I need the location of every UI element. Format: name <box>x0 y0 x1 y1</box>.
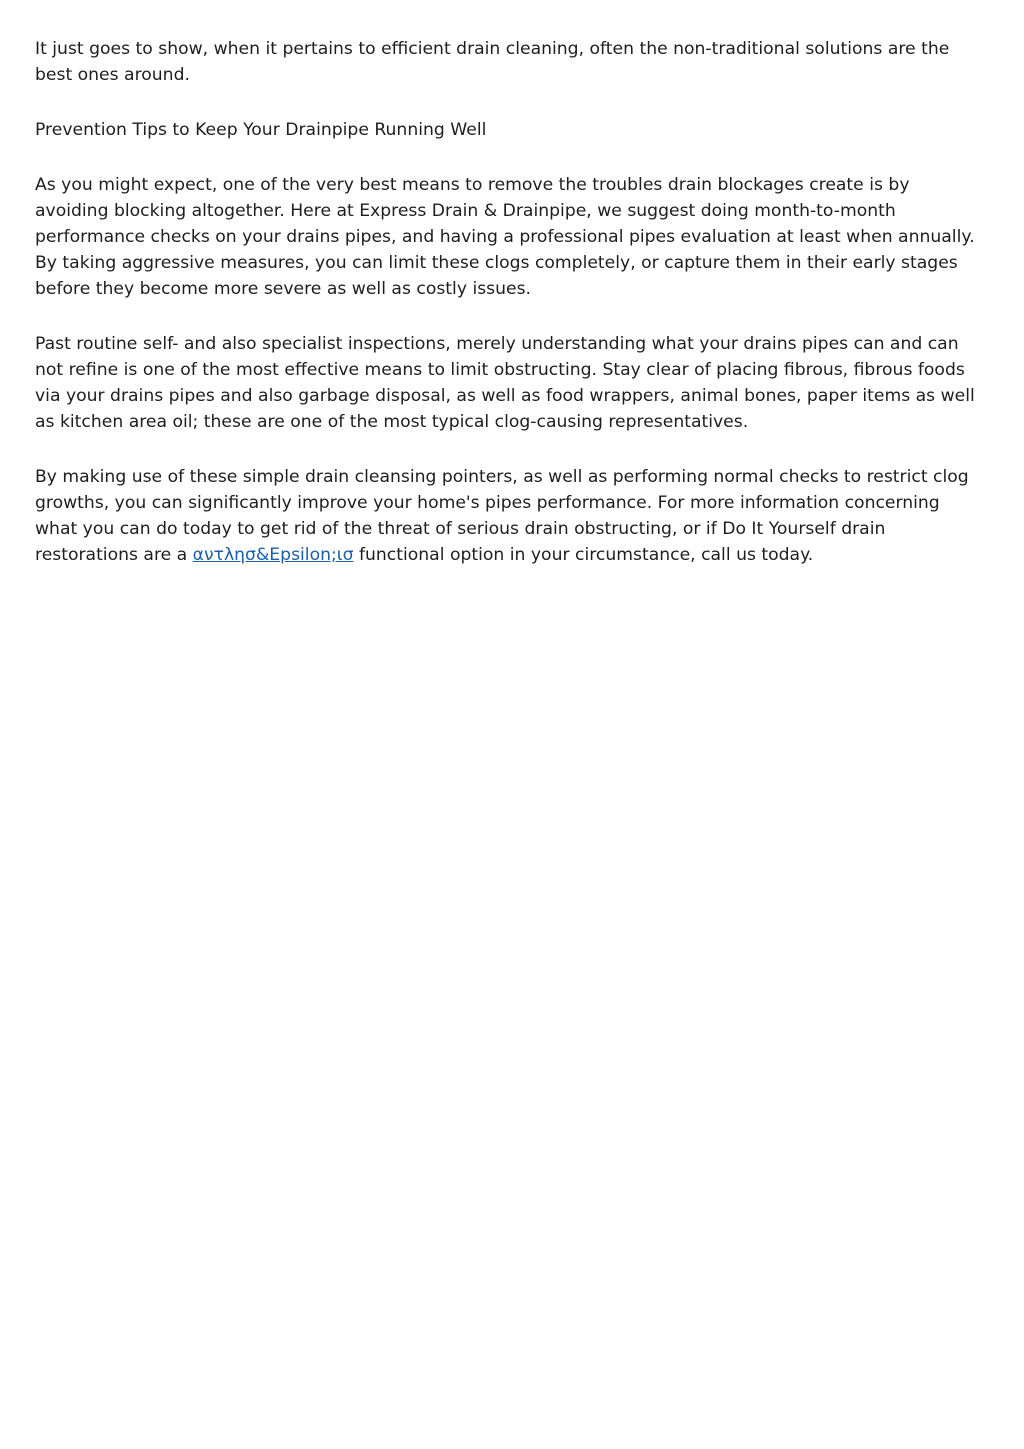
conclusion-text-after-link: functional option in your circumstance, call us today. <box>353 545 814 565</box>
paragraph-inspections: Past routine self- and also specialist inspections, merely understanding what your drains pipes can and can not refine is one of the most effective means to limit obstructing. Stay clear of placing fibrous, fibrous foods via your drains pipes and also garbage disposal, as well as food wrappers, animal bones, paper items as well as kitchen area oil; these are one of the most typical clog-causing representatives. <box>35 334 975 432</box>
paragraph-intro: It just goes to show, when it pertains to efficient drain cleaning, often the non-traditional solutions are the best ones around. <box>35 39 950 85</box>
paragraph-prevention: As you might expect, one of the very best means to remove the troubles drain blockages create is by avoiding blocking altogether. Here at Express Drain & Drainpipe, we suggest doing month-to-month performance checks on your drains pipes, and having a professional pipes evaluation at least when annually. By taking aggressive measures, you can limit these clogs completely, or capture them in their early stages before they become more severe as well as costly issues. <box>35 175 975 299</box>
document-body <box>35 36 985 597</box>
conclusion-text-before-link: By making use of these simple drain cleansing pointers, as well as performing normal checks to restrict clog growths, you can significantly improve your home's pipes performance. For more information concerning what you can do today to get rid of the threat of serious drain obstructing, or if Do It Yourself drain restorations are a <box>35 467 969 565</box>
inline-link[interactable]: αντλησ&Epsilon;ισ <box>192 545 354 565</box>
paragraph-conclusion <box>35 464 985 568</box>
section-heading: Prevention Tips to Keep Your Drainpipe Running Well <box>35 120 487 140</box>
